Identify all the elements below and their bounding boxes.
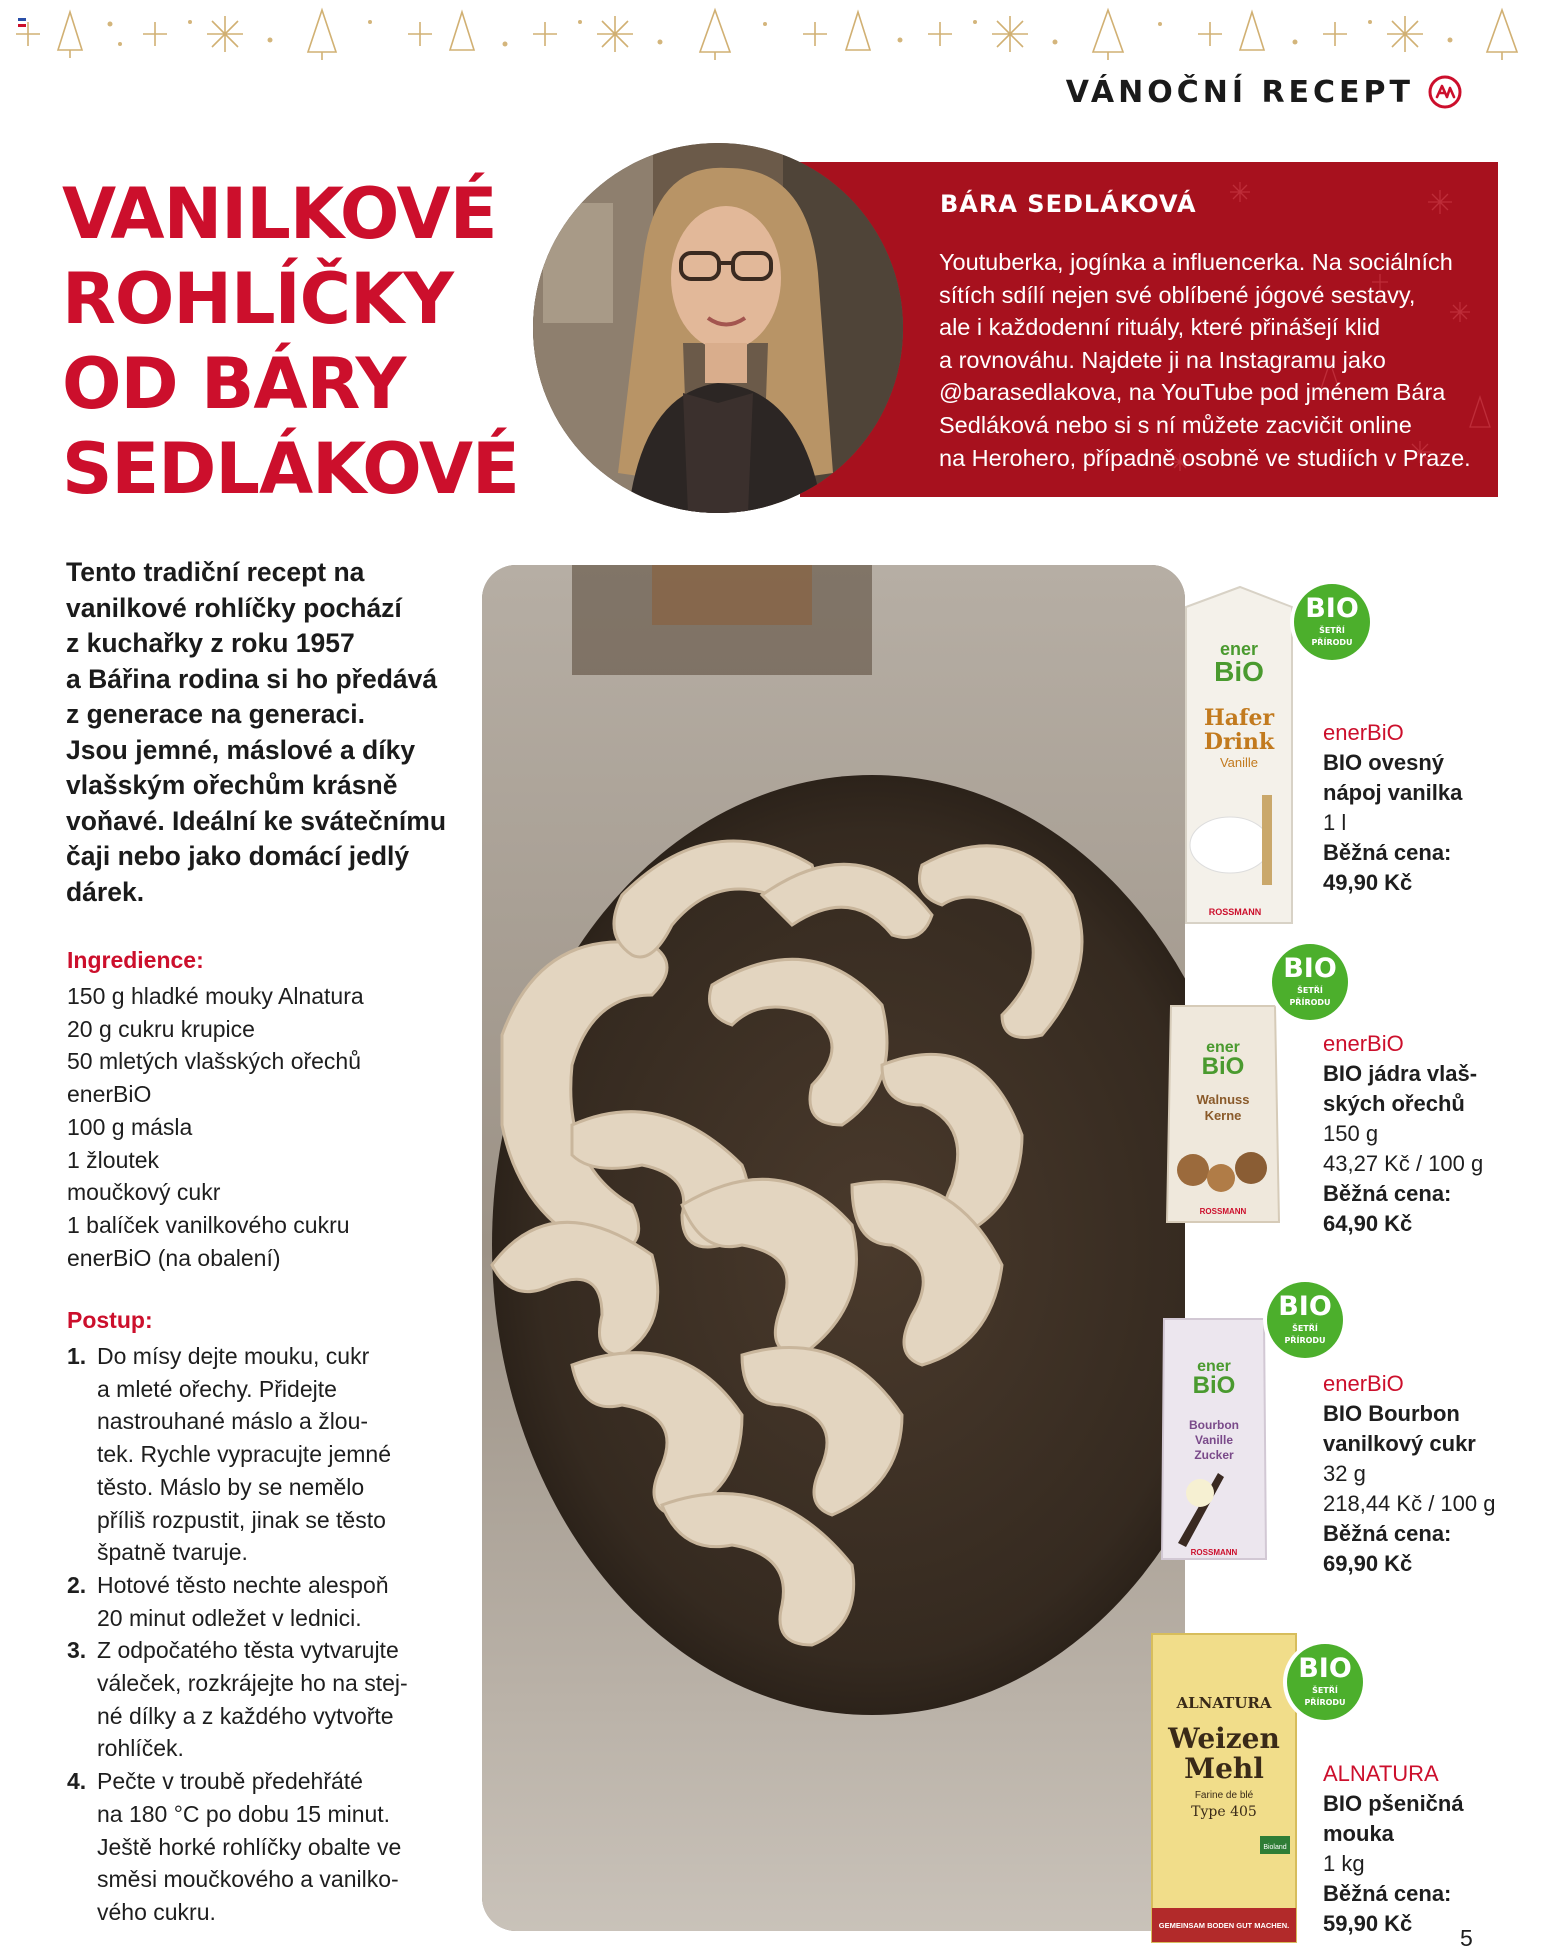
svg-text:Bioland: Bioland [1263,1844,1287,1851]
step-line: né dílky a z každého vytvořte [97,1702,394,1729]
svg-text:Walnuss: Walnuss [1196,1092,1250,1107]
bio-line: Youtuberka, jogínka a influencerka. Na sociálních [939,249,1453,275]
svg-text:ROSSMANN: ROSSMANN [1190,1548,1238,1557]
brand-logo-icon [1428,75,1462,109]
product-name: mouka [1323,1821,1394,1846]
step-line: Hotové těsto nechte alespoň [97,1571,389,1598]
intro-line: a Bářina rodina si ho předává [66,663,438,694]
intro-line: Tento tradiční recept na [66,557,365,587]
intro-line: vanilkové rohlíčky pochází [66,592,402,623]
svg-text:Type 405: Type 405 [1191,1804,1257,1820]
svg-text:Zucker: Zucker [1194,1448,1234,1462]
unit-price: 43,27 Kč / 100 g [1323,1151,1484,1176]
ingredient-item: enerBiO (na obalení) [67,1244,281,1271]
svg-text:GEMEINSAM BODEN GUT MACHEN.: GEMEINSAM BODEN GUT MACHEN. [1158,1921,1290,1930]
step-line: příliš rozpustit, jinak se těsto [97,1506,386,1533]
procedure-heading: Postup: [67,1307,153,1333]
step-number: 1. [67,1343,87,1369]
christmas-decor-border [0,0,1550,70]
step-line: váleček, rozkrájejte ho na stej- [97,1670,408,1697]
bio-line: ale i každodenní rituály, které přinášejí klid [939,314,1381,341]
section-label [1066,72,1462,112]
intro-line: voňavé. Ideální ke svátečnímu [66,805,447,836]
product-price: 59,90 Kč [1323,1911,1413,1936]
unit-price: 218,44 Kč / 100 g [1323,1491,1496,1516]
svg-text:BiO: BiO [1192,1372,1236,1399]
product-brand: ALNATURA [1323,1761,1439,1786]
svg-text:Bourbon: Bourbon [1189,1418,1239,1432]
step-line: Z odpočatého těsta vytvarujte [97,1637,399,1664]
svg-text:Farine de blé: Farine de blé [1194,1790,1254,1801]
ingredient-item: enerBiO [67,1081,152,1108]
step-number: 2. [67,1571,87,1598]
product-pack-oat-drink [1180,585,1298,925]
product-quantity: 1 l [1323,810,1347,835]
regular-price-label: Běžná cena: [1323,1521,1452,1546]
ingredients-heading: Ingredience: [67,947,204,973]
ingredient-item: 50 mletých vlašských ořechů [67,1048,362,1075]
author-name: BÁRA SEDLÁKOVÁ [940,190,1197,218]
product-quantity: 150 g [1323,1121,1379,1146]
procedure-step [67,1765,467,1929]
section-label-text: VÁNOČNÍ RECEPT [1065,74,1414,110]
step-number: 4. [67,1768,87,1795]
step-line: Ještě horké rohlíčky obalte ve [97,1833,402,1860]
svg-text:ROSSMANN: ROSSMANN [1199,1207,1247,1216]
intro-line: dárek. [66,876,145,907]
product-pack-wheat-flour [1148,1632,1300,1944]
product-name: BIO pšeničná [1323,1791,1464,1816]
step-line: nastrouhané máslo a žlou- [97,1408,369,1435]
product-name: BIO Bourbon [1323,1401,1460,1426]
product-price: 64,90 Kč [1323,1211,1413,1236]
regular-price-label: Běžná cena: [1323,1881,1452,1906]
svg-text:Weizen: Weizen [1168,1722,1280,1755]
procedure-step [67,1634,467,1765]
ingredient-item: 150 g hladké mouky Alnatura [67,983,364,1009]
ingredients-list [67,980,467,1274]
product-name: BIO jádra vlaš- [1323,1061,1478,1086]
intro-line: čaji nebo jako domácí jedlý [66,841,410,871]
step-line: špatně tvaruje. [97,1539,248,1566]
svg-text:ROSSMANN: ROSSMANN [1208,907,1262,917]
step-number: 3. [67,1637,87,1664]
page-number: 5 [1460,1925,1473,1951]
intro-line: Jsou jemné, máslové a díky [66,734,416,765]
title-line: VANILKOVÉ [62,173,497,255]
ingredient-item: 1 balíček vanilkového cukru [67,1211,350,1238]
vanilla-crescents-photo [482,565,1185,1931]
ingredient-item: moučkový cukr [67,1179,221,1206]
product-name: ských ořechů [1323,1091,1465,1116]
product-price: 49,90 Kč [1323,870,1413,895]
step-line: a mleté ořechy. Přidejte [97,1375,337,1402]
procedure-steps [67,1340,467,1929]
step-line: Do mísy dejte mouku, cukr [97,1343,370,1369]
svg-text:BiO: BiO [1214,656,1264,687]
product-pack-walnuts [1163,1000,1283,1225]
step-line: vého cukru. [97,1898,216,1925]
step-line: 20 minut odležet v lednici. [97,1604,362,1631]
bio-line: na Herohero, případně osobně ve studiích v Praze. [939,444,1471,471]
product-info [1323,1759,1464,1939]
bio-badge-icon: BIO ŠETŘÍ PŘÍRODU [1290,580,1374,664]
author-bio-box [800,162,1498,497]
step-line: tek. Rychle vypracujte jemné [97,1441,392,1468]
recipe-title [62,172,532,512]
product-brand: enerBiO [1323,1031,1404,1056]
ingredient-item: 20 g cukru krupice [67,1015,255,1042]
product-info [1323,1369,1495,1579]
svg-text:ALNATURA: ALNATURA [1176,1694,1272,1712]
product-brand: enerBiO [1323,1371,1404,1396]
svg-text:Vanille: Vanille [1194,1433,1234,1447]
svg-text:Mehl: Mehl [1184,1752,1264,1785]
intro-line: vlašským ořechům krásně [66,770,398,800]
flag-mark [18,18,26,28]
bio-badge-icon: BIO ŠETŘÍ PŘÍRODU [1268,940,1352,1024]
product-quantity: 32 g [1323,1461,1366,1486]
product-price: 69,90 Kč [1323,1551,1413,1576]
title-line: SEDLÁKOVÉ [62,428,519,510]
ingredient-item: 100 g másla [67,1113,193,1140]
product-info [1323,718,1462,898]
intro-text [66,555,466,910]
author-portrait-photo [533,143,903,513]
regular-price-label: Běžná cena: [1323,1181,1452,1206]
author-bio-text [939,246,1484,474]
product-name: BIO ovesný [1323,750,1445,775]
ingredient-item: 1 žloutek [67,1146,160,1173]
svg-text:Vanille: Vanille [1219,755,1259,770]
bio-line: Sedláková nebo si s ní můžete zacvičit online [939,411,1412,438]
product-name: nápoj vanilka [1323,780,1463,805]
bio-badge-icon: BIO ŠETŘÍ PŘÍRODU [1263,1278,1347,1362]
svg-text:ener: ener [1206,1039,1240,1056]
title-line: ROHLÍČKY [62,258,453,340]
intro-line: z generace na generaci. [66,699,366,729]
product-quantity: 1 kg [1323,1851,1365,1876]
product-pack-vanilla-sugar [1158,1313,1270,1563]
product-brand: enerBiO [1323,720,1404,745]
svg-text:Hafer: Hafer [1203,705,1275,731]
svg-text:BiO: BiO [1201,1053,1245,1080]
product-info [1323,1029,1483,1239]
svg-text:Drink: Drink [1203,729,1275,755]
product-name: vanilkový cukr [1323,1431,1476,1456]
intro-line: z kuchařky z roku 1957 [66,628,355,658]
bio-line: @barasedlakova, na YouTube pod jménem Bára [939,379,1446,406]
bio-line: a rovnováhu. Najdete ji na Instagramu jako [939,346,1386,373]
procedure-step [67,1569,467,1634]
step-line: těsto. Máslo by se nemělo [97,1473,365,1500]
bio-badge-icon: BIO ŠETŘÍ PŘÍRODU [1283,1640,1367,1724]
procedure-step [67,1340,467,1569]
step-line: Pečte v troubě předehřáté [97,1768,363,1795]
step-line: na 180 °C po dobu 15 minut. [97,1800,391,1827]
svg-text:Kerne: Kerne [1204,1108,1242,1123]
svg-text:ener: ener [1197,1358,1231,1375]
title-line: OD BÁRY [62,343,406,425]
step-line: rohlíček. [97,1735,184,1762]
regular-price-label: Běžná cena: [1323,840,1452,865]
step-line: směsi moučkového a vanilko- [97,1866,399,1893]
bio-line: sítích sdílí nejen své oblíbené jógové sestavy, [939,281,1416,308]
svg-text:ener: ener [1219,639,1259,659]
